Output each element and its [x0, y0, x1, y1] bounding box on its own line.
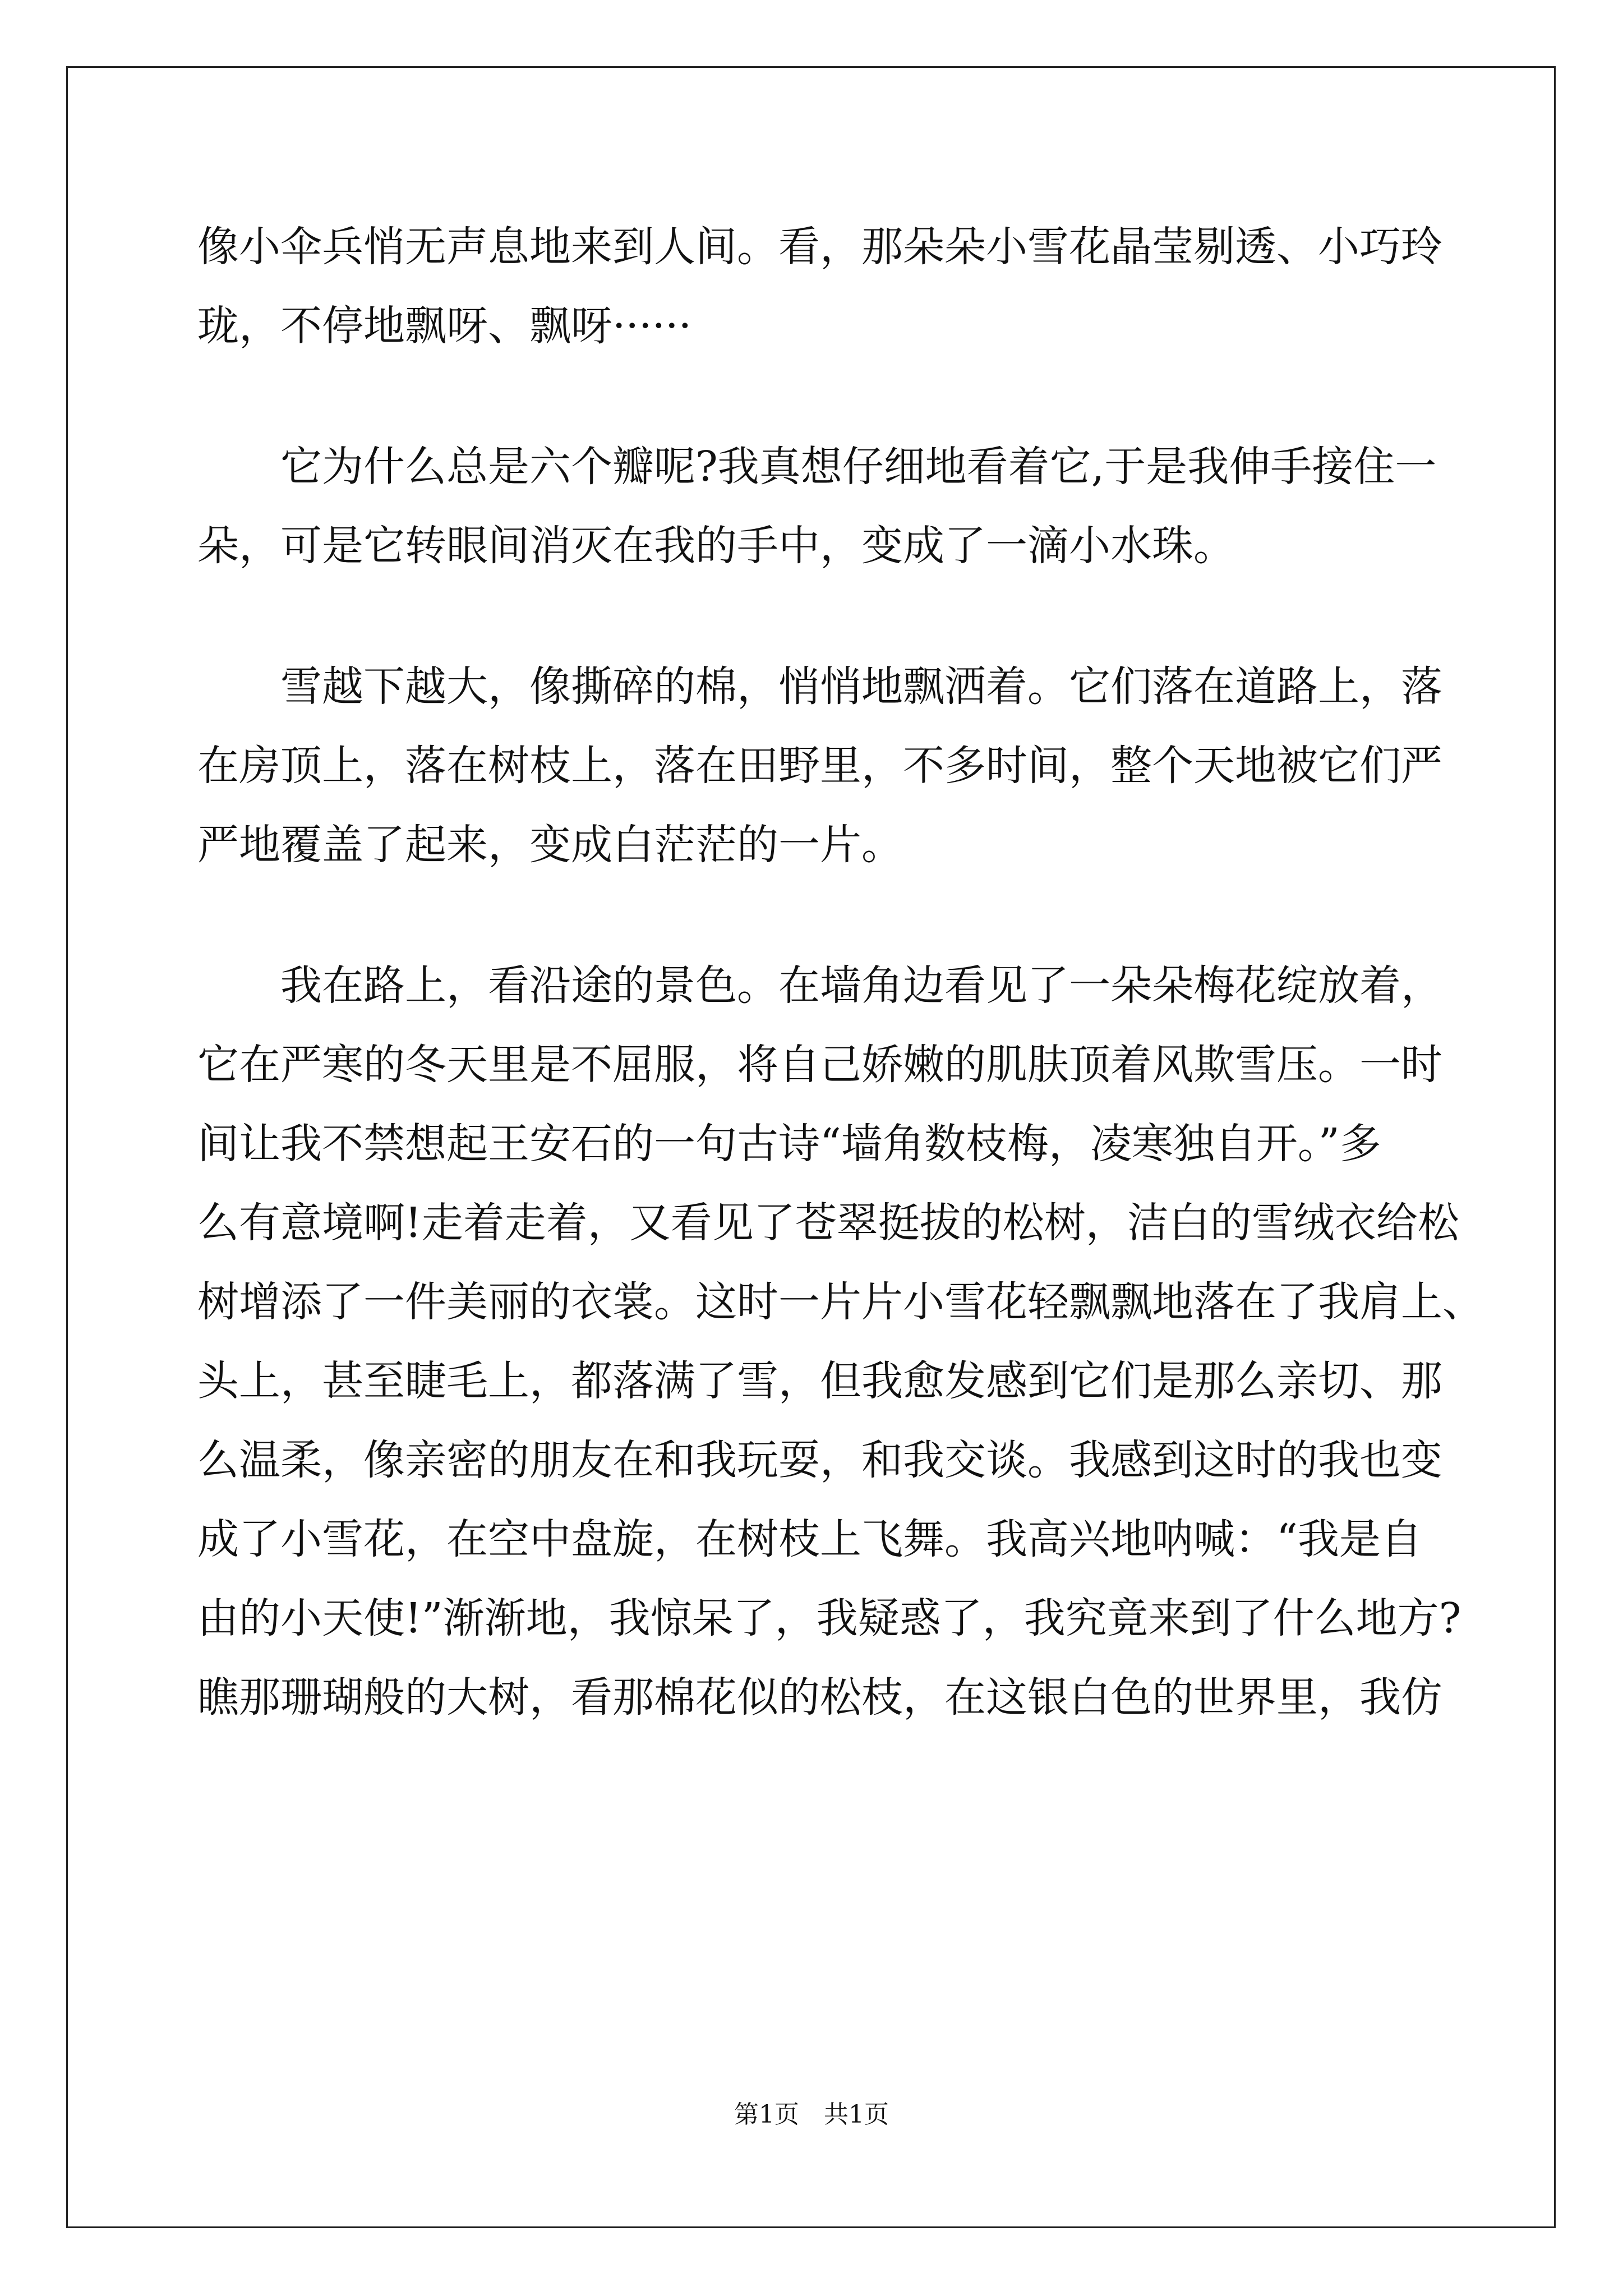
page-number-footer: 第1页 共1页: [734, 2100, 889, 2129]
text-line: 树增添了一件美丽的衣裳。这时一片片小雪花轻飘飘地落在了我肩上、: [197, 1278, 1484, 1326]
text-line: 么有意境啊!走着走着，又看见了苍翠挺拔的松树，洁白的雪绒衣给松: [197, 1199, 1459, 1247]
text-line: 在房顶上，落在树枝上，落在田野里，不多时间，整个天地被它们严: [197, 742, 1442, 790]
text-line: 我在路上，看沿途的景色。在墙角边看见了一朵朵梅花绽放着，: [197, 961, 1442, 1010]
text-line: 成了小雪花，在空中盘旋，在树枝上飞舞。我高兴地呐喊：“我是自: [197, 1515, 1422, 1563]
text-line: 朵，可是它转眼间消灭在我的手中，变成了一滴小水珠。: [197, 522, 1235, 570]
text-line: 瞧那珊瑚般的大树，看那棉花似的松枝，在这银白色的世界里，我仿: [197, 1673, 1442, 1722]
text-line: 头上，甚至睫毛上，都落满了雪，但我愈发感到它们是那么亲切、那: [197, 1357, 1442, 1405]
text-line: 珑，不停地飘呀、飘呀······: [197, 302, 692, 350]
text-line: 么温柔，像亲密的朋友在和我玩耍，和我交谈。我感到这时的我也变: [197, 1436, 1442, 1484]
text-line: 间让我不禁想起王安石的一句古诗“墙角数枝梅，凌寒独自开。”多: [197, 1120, 1381, 1168]
text-line: 它在严寒的冬天里是不屈服，将自己娇嫩的肌肤顶着风欺雪压。一时: [197, 1041, 1442, 1089]
text-line: 雪越下越大，像撕碎的棉，悄悄地飘洒着。它们落在道路上，落: [197, 662, 1442, 711]
text-line: 像小伞兵悄无声息地来到人间。看，那朵朵小雪花晶莹剔透、小巧玲: [197, 223, 1442, 271]
text-line: 它为什么总是六个瓣呢?我真想仔细地看着它,于是我伸手接住一: [197, 443, 1437, 491]
text-line: 严地覆盖了起来，变成白茫茫的一片。: [197, 821, 903, 869]
text-line: 由的小天使!”渐渐地，我惊呆了，我疑惑了，我究竟来到了什么地方?: [197, 1594, 1461, 1642]
